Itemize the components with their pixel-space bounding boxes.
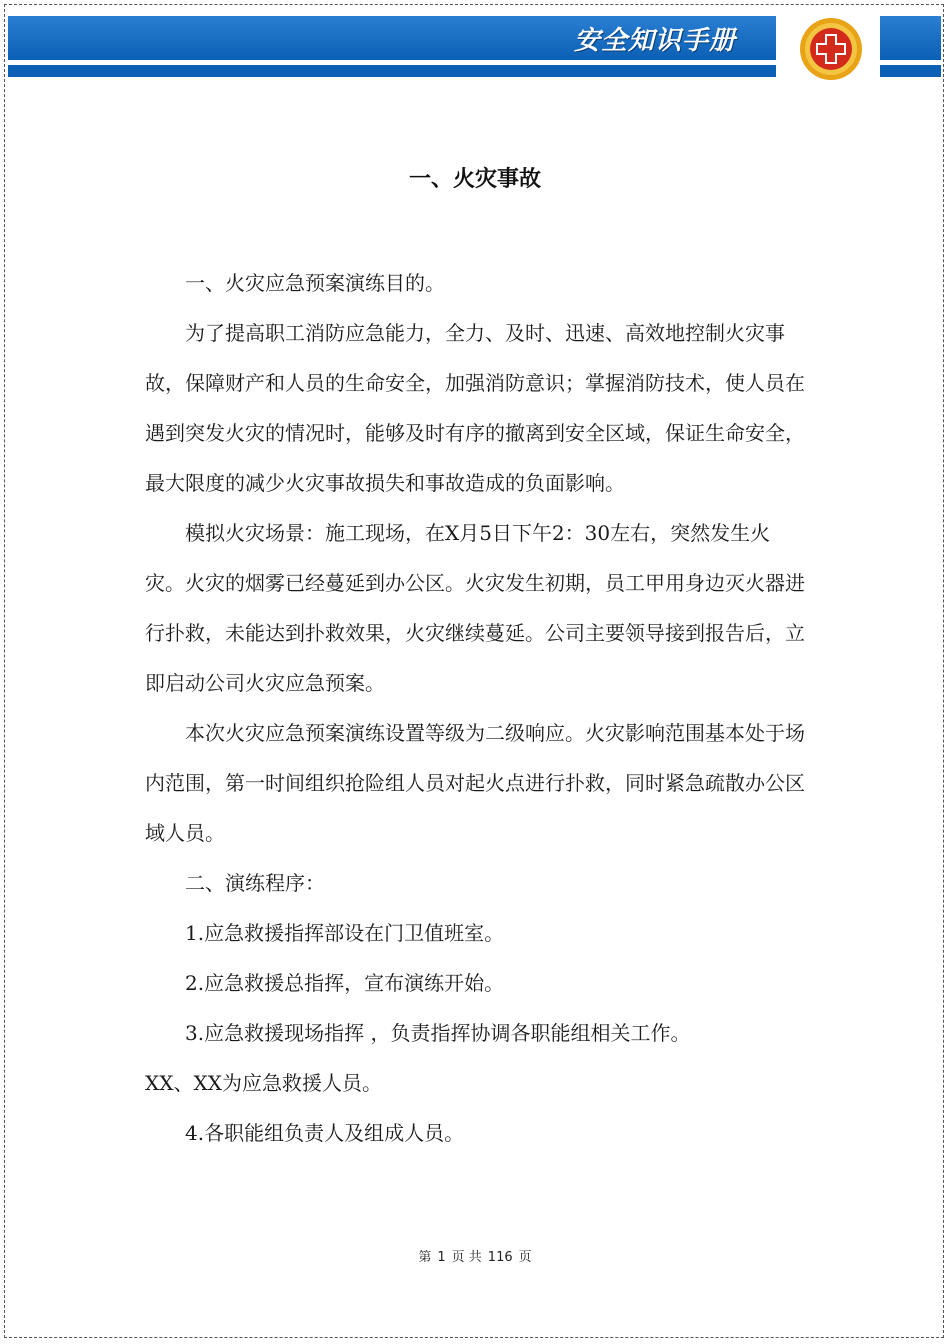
banner-right-block xyxy=(880,16,941,60)
document-title: 一、火灾事故 xyxy=(408,167,541,192)
paragraph: 1.应急救援指挥部设在门卫值班室。 xyxy=(185,921,505,945)
footer-mid: 页 共 xyxy=(451,1250,482,1265)
paragraph: 3.应急救援现场指挥 ，负责指挥协调各职能组相关工作。 xyxy=(185,1021,691,1045)
paragraph: 模拟火灾场景：施工现场，在X月5日下午2：30左右，突然发生火灾。火灾的烟雾已经蔓延到办公区。火灾发生初期，员工甲用身边灭火器进行扑救，未能达到扑救效果，火灾继续蔓延。公司主要领导接到报告后，立即启动公司火灾应急预案。 xyxy=(145,521,805,695)
banner-bar xyxy=(8,16,776,60)
paragraph: 本次火灾应急预案演练设置等级为二级响应。火灾影响范围基本处于场内范围，第一时间组织抢险组人员对起火点进行扑救，同时紧急疏散办公区域人员。 xyxy=(145,721,805,845)
footer-suffix: 页 xyxy=(518,1250,532,1265)
banner-underline xyxy=(8,65,776,77)
paragraph: XX、XX为应急救援人员。 xyxy=(145,1071,382,1095)
paragraph: 4.各职能组负责人及组成人员。 xyxy=(185,1121,465,1145)
safety-cross-emblem-icon xyxy=(788,16,874,82)
banner-title: 安全知识手册 xyxy=(573,26,736,56)
page-footer xyxy=(0,1246,950,1265)
document-body xyxy=(145,258,805,1158)
paragraph: 为了提高职工消防应急能力，全力、及时、迅速、高效地控制火灾事故，保障财产和人员的生命安全，加强消防意识；掌握消防技术，使人员在遇到突发火灾的情况时，能够及时有序的撤离到安全区域，保证生命安全，最大限度的减少火灾事故损失和事故造成的负面影响。 xyxy=(145,321,805,495)
total-pages: 116 xyxy=(487,1250,513,1265)
header-banner xyxy=(8,16,941,80)
paragraph: 2.应急救援总指挥，宣布演练开始。 xyxy=(185,971,505,995)
paragraph: 二、演练程序： xyxy=(185,871,325,895)
banner-right-underline xyxy=(880,65,941,77)
page-number: 1 xyxy=(437,1250,446,1265)
footer-prefix: 第 xyxy=(418,1250,432,1265)
paragraph: 一、火灾应急预案演练目的。 xyxy=(185,271,445,295)
